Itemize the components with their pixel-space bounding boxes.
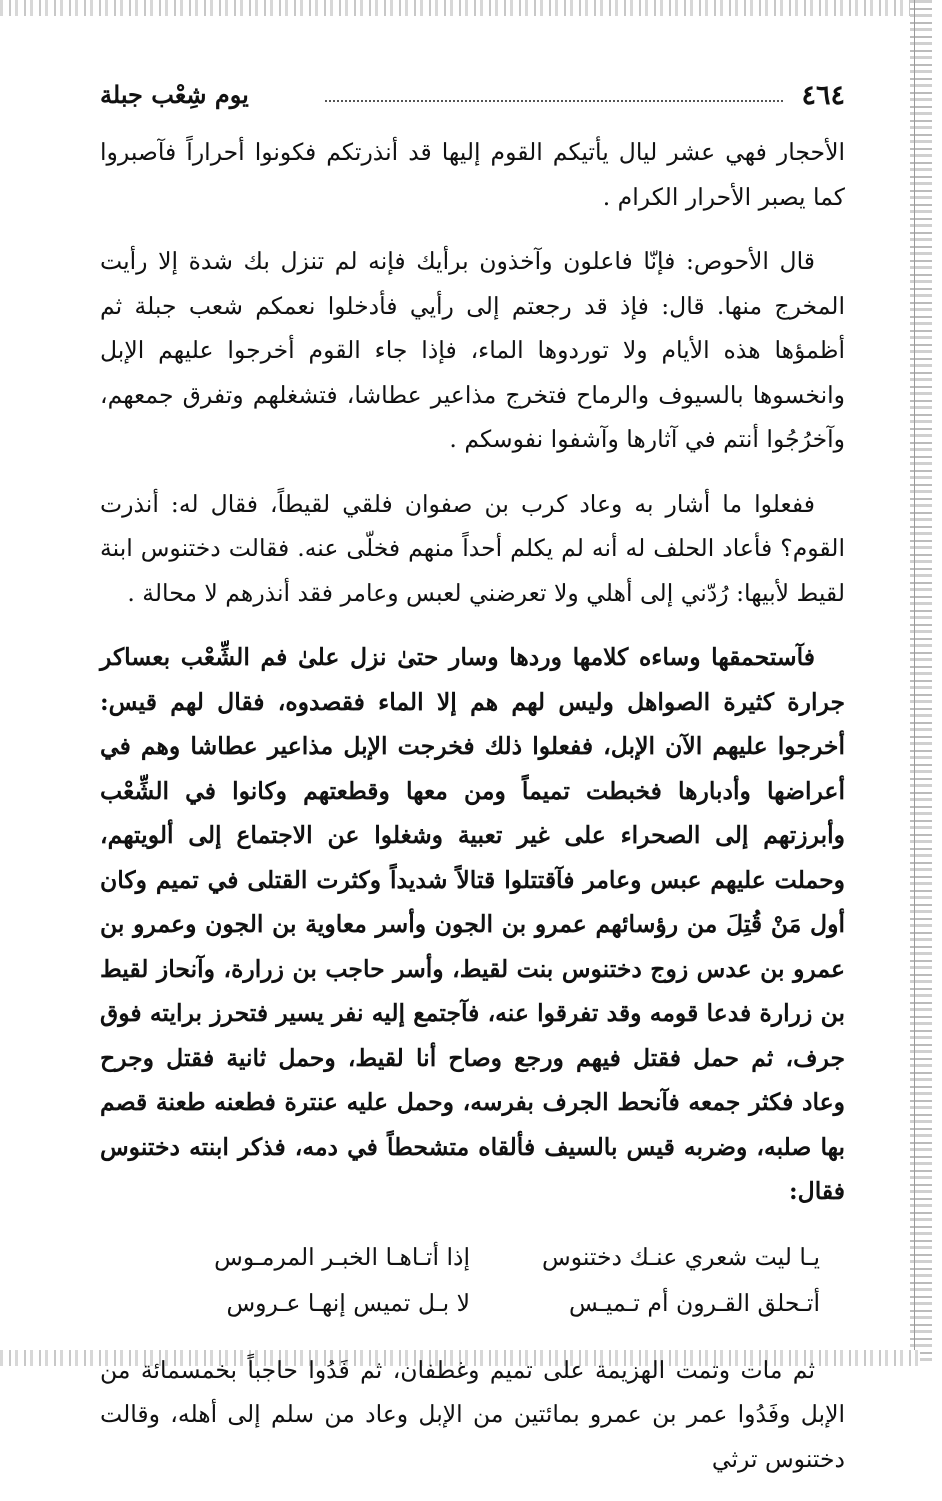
verse-first-hemistich: يـا ليت شعري عنـك دختنوس bbox=[542, 1242, 820, 1271]
page-header bbox=[100, 80, 845, 118]
page-body bbox=[100, 130, 845, 1501]
verse-second-hemistich: لا بـل تميس إنهـا عـروس bbox=[226, 1288, 470, 1317]
paragraph: قال الأحوص: فإنّا فاعلون وآخذون برأيك فإنه لم تنزل بك شدة إلا رأيت المخرج منها. قال: فإذ قد رجعتم إلى رأيي فأدخلوا نعمكم شعب جبلة ثم أظمؤها هذه الأيام ولا توردوها الماء، فإذا جاء القوم أخرجوا عليهم الإبل وانخسوها بالسيوف والرماح فتخرج مذاعير عطاشا، فتشغلهم وتفرق جمعهم، وآخرُجُوا أنتم في آثارها وآشفوا نفوسكم . bbox=[100, 247, 845, 453]
paragraph: ففعلوا ما أشار به وعاد كرب بن صفوان فلقي لقيطاً، فقال له: أنذرت القوم؟ فأعاد الحلف له أنه لم يكلم أحداً منهم فخلّى عنه. فقالت دختنوس ابنة لقيط لأبيها: رُدّني إلى أهلي ولا تعرضني لعبس وعامر فقد أنذرهم لا محالة . bbox=[100, 489, 845, 607]
running-title: يوم شِعْب جبلة bbox=[100, 80, 249, 109]
poem-verse bbox=[100, 1234, 845, 1280]
header-rule bbox=[325, 100, 783, 102]
page-number: ٤٦٤ bbox=[801, 80, 845, 111]
verse-second-hemistich: إذا أتـاهـا الخبـر المرمـوس bbox=[214, 1242, 470, 1271]
decorative-border-top bbox=[0, 0, 920, 16]
poem bbox=[100, 1234, 845, 1326]
verse-first-hemistich: أتـحلق القـرون أم تـميـس bbox=[569, 1288, 820, 1317]
paragraph: الأحجار فهي عشر ليال يأتيكم القوم إليها قد أنذرتكم فكونوا أحراراً فآصبروا كما يصبر الأحرار الكرام . bbox=[100, 138, 845, 211]
poem-verse bbox=[100, 1280, 845, 1326]
decorative-border-right bbox=[910, 0, 932, 1366]
paragraph: ثم مات وتمت الهزيمة على تميم وغطفان، ثم فَدُوا حاجباً بخمسمائة من الإبل وفَدُوا عمر بن عمرو بمائتين من الإبل وعاد من سلم إلى أهله، وقالت دختنوس ترثي bbox=[100, 1355, 845, 1473]
paragraph: فآستحمقها وساءه كلامها وردها وسار حتىٰ نزل علىٰ فم الشِّعْب بعساكر جرارة كثيرة الصواهل وليس لهم هم إلا الماء فقصدوه، فقال لهم قيس: أخرجوا عليهم الآن الإبل، ففعلوا ذلك فخرجت الإبل مذاعير عطاشا وهم في أعراضها وأدبارها فخبطت تميماً ومن معها وقطعتهم وكانوا في الشِّعْب وأبرزتهم إلى الصحراء على غير تعبية وشغلوا عن الاجتماع إلى ألويتهم، وحملت عليهم عبس وعامر فآقتتلوا قتالاً شديداً وكثرت القتلى في تميم وكان أول مَنْ قُتِلَ من رؤسائهم عمرو بن الجون وأسر معاوية بن الجون وعمرو بن عمرو بن عدس زوج دختنوس بنت لقيط، وأسر حاجب بن زرارة، وآنحاز لقيط بن زرارة فدعا قومه وقد تفرقوا عنه، فآجتمع إليه نفر يسير فتحرز برايته فوق جرف، ثم حمل فقتل فيهم ورجع وصاح أنا لقيط، وحمل ثانية فقتل وجرح وعاد فكثر جمعه فآنحط الجرف بفرسه، وحمل عليه عنترة فطعنه طعنة قصم بها صلبه، وضربه قيس بالسيف فألقاه متشحطاً في دمه، فذكر ابنته دختنوس فقال: bbox=[100, 643, 845, 1205]
